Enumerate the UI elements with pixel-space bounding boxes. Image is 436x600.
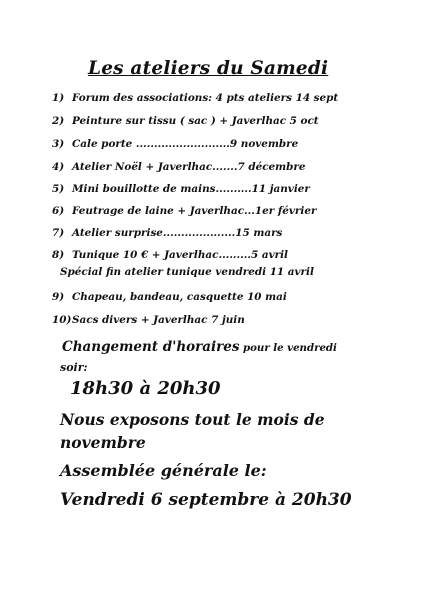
item-number: 1) (52, 92, 65, 104)
assembly-heading: Assemblée générale le: (60, 461, 267, 480)
item-text: Peinture sur tissu ( sac ) + Javerlhac 5 oct (72, 115, 319, 127)
item-number: 10) (52, 314, 72, 326)
list-item (52, 161, 305, 173)
list-item (52, 227, 282, 239)
exhibition-line1: Nous exposons tout le mois de (60, 410, 325, 429)
item-text: Atelier surprise....................15 mars (72, 227, 283, 239)
item-text: Feutrage de laine + Javerlhac...1er février (72, 205, 317, 217)
schedule-change-title: Changement d'horaires (62, 339, 240, 355)
schedule-change-line2: soir: (60, 361, 88, 374)
exhibition-line2: novembre (60, 433, 146, 452)
item-number: 2) (52, 115, 65, 127)
item-number: 4) (52, 161, 65, 173)
item-text: Tunique 10 € + Javerlhac.........5 avril (72, 249, 289, 261)
list-item (52, 138, 298, 150)
assembly-date: Vendredi 6 septembre à 20h30 (60, 490, 352, 510)
item-text: Forum des associations: 4 pts ateliers 14 sept (72, 92, 339, 104)
schedule-change-heading (62, 339, 337, 355)
list-item (52, 183, 310, 195)
item-text: Cale porte ..........................9 novembre (72, 138, 299, 150)
item-number: 3) (52, 138, 65, 150)
item-text: Chapeau, bandeau, casquette 10 mai (72, 291, 287, 303)
item-number: 8) (52, 249, 65, 261)
list-item (52, 291, 287, 303)
schedule-change-suffix: pour le vendredi (239, 342, 337, 354)
list-item (52, 314, 245, 326)
list-item (52, 249, 288, 261)
item-number: 9) (52, 291, 65, 303)
item-number: 6) (52, 205, 65, 217)
list-item (52, 92, 338, 104)
flyer-title: Les ateliers du Samedi (88, 58, 329, 79)
item-text: Atelier Noël + Javerlhac.......7 décembre (72, 161, 306, 173)
list-item (52, 115, 319, 127)
item-number: 7) (52, 227, 65, 239)
item-text: Mini bouillotte de mains..........11 janvier (72, 183, 310, 195)
schedule-hours: 18h30 à 20h30 (70, 378, 221, 399)
item-number: 5) (52, 183, 65, 195)
item-text: Sacs divers + Javerlhac 7 juin (72, 314, 245, 326)
list-item (52, 205, 316, 217)
special-note: Spécial fin atelier tunique vendredi 11 avril (60, 266, 314, 278)
